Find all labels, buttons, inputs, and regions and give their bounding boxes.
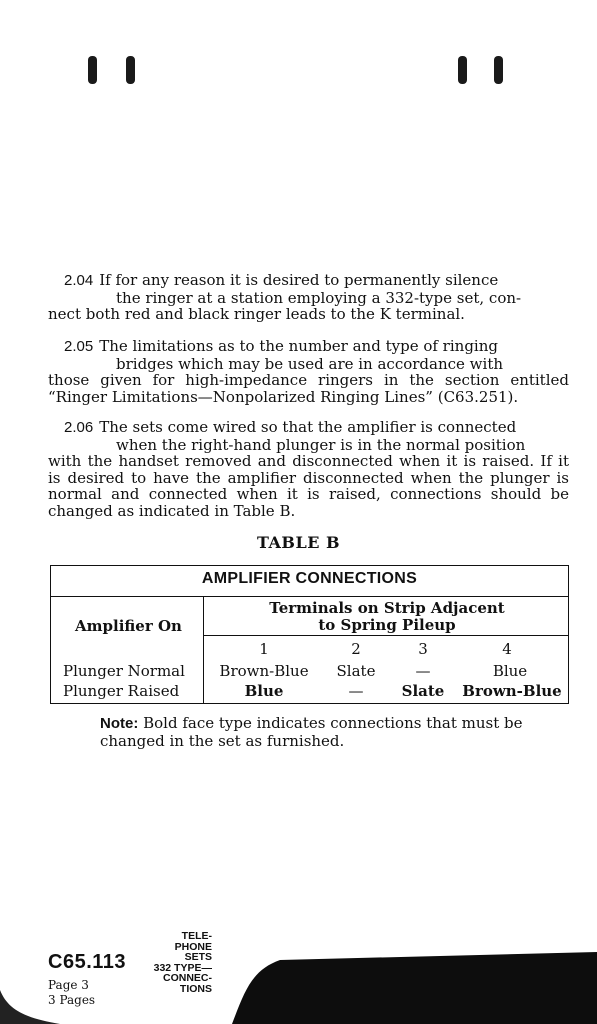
group-header-line: to Spring Pileup <box>318 616 456 634</box>
tab-label-line: 332 TYPE— <box>153 961 212 974</box>
paragraph-body: nect both red and black ringer leads to the K terminal. <box>48 305 465 324</box>
table-cell: Slate <box>401 682 445 700</box>
section-code: C65.113 <box>48 951 127 973</box>
note-label: Note: <box>100 715 139 732</box>
row-header-label: Amplifier On <box>75 617 182 635</box>
table-cell: — <box>348 682 364 700</box>
page-count: 3 Pages <box>48 993 96 1007</box>
table-cell: Brown-Blue <box>462 682 562 700</box>
row-label-plunger-raised: Plunger Raised <box>63 682 180 700</box>
column-number: 1 <box>259 640 269 658</box>
tab-label-line: PHONE <box>174 940 212 953</box>
tab-label-line: TIONS <box>179 982 212 995</box>
column-number: 4 <box>502 640 512 658</box>
tab-label-line: CONNEC- <box>163 972 212 984</box>
paragraph-first-line: The sets come wired so that the amplifier is connected <box>99 418 517 436</box>
note-text: Bold face type indicates connections that must be changed in the set as furnished. <box>100 714 523 750</box>
column-number: 3 <box>418 640 428 658</box>
paragraph-second-line: bridges which may be used are in accordance with <box>116 354 504 373</box>
page-number: Page 3 <box>48 978 89 992</box>
paragraph-first-line: The limitations as to the number and type of ringing <box>99 337 498 355</box>
table-cell: Slate <box>336 662 376 680</box>
paragraph-first-line: If for any reason it is desired to permanently silence <box>99 271 499 289</box>
table-cell: Brown-Blue <box>219 662 309 680</box>
tab-label-line: TELE- <box>181 930 212 942</box>
table-cell: Blue <box>492 662 528 680</box>
paragraph-second-line: the ringer at a station employing a 332-type set, con- <box>116 288 522 307</box>
paragraph-number: 2.04 <box>64 272 94 289</box>
table-heading: TABLE B <box>256 533 340 552</box>
row-label-plunger-normal: Plunger Normal <box>63 662 185 680</box>
paragraph-second-line: when the right-hand plunger is in the normal position <box>116 435 526 454</box>
paragraph-number: 2.06 <box>64 419 94 436</box>
tab-label-line: SETS <box>184 951 212 963</box>
column-number: 2 <box>351 640 361 658</box>
group-header-line: Terminals on Strip Adjacent <box>269 599 505 617</box>
paragraph-body: with the handset removed and disconnected when it is raised. If it is desired to have the amplifier disconnected when the plunger is normal and connected when it is raised, connections should be changed as indicated in Table B. <box>48 452 569 520</box>
paragraph-body: those given for high-impedance ringers in the section entitled “Ringer Limitations—Nonpolarized Ringing Lines” (C63.251). <box>48 371 569 406</box>
paragraph-number: 2.05 <box>64 338 94 355</box>
table-caption: AMPLIFIER CONNECTIONS <box>201 570 418 587</box>
table-cell: — <box>415 662 431 680</box>
table-cell: Blue <box>244 682 284 700</box>
